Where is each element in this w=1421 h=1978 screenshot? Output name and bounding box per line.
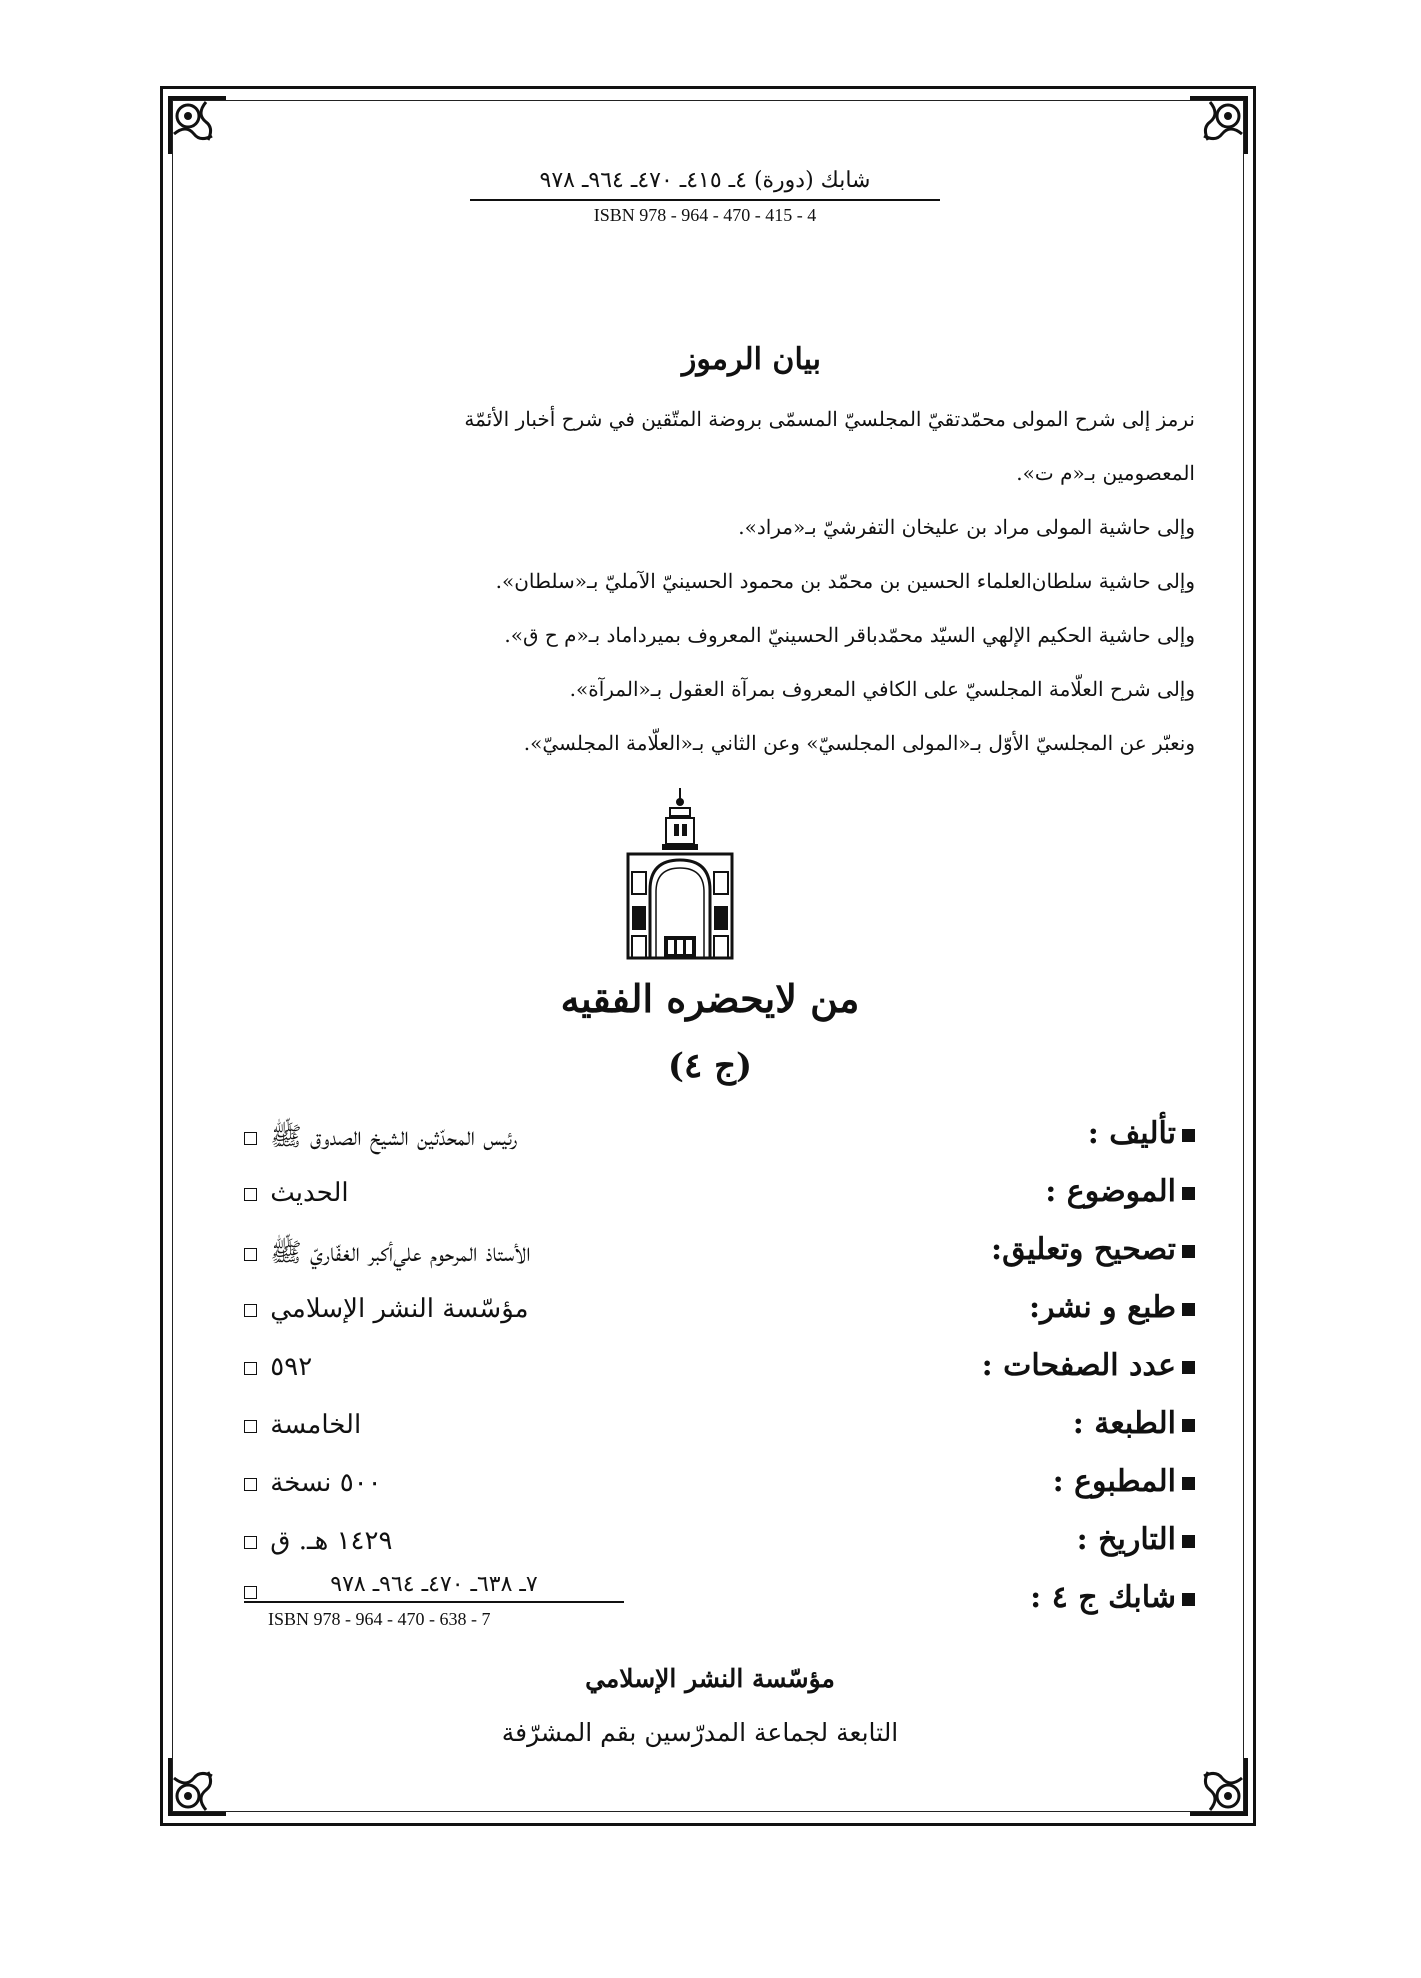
spec-row-publisher (244, 1290, 1195, 1348)
abbreviation-line: المعصومين بـ«م ت». (1016, 461, 1195, 485)
spec-value: الخامسة (270, 1410, 362, 1440)
open-square-icon (244, 1478, 257, 1491)
spec-row-copies (244, 1464, 1195, 1522)
spec-label: طبع و نشر: (1028, 1290, 1176, 1325)
abbreviation-line: وإلى حاشية المولى مراد بن عليخان التفرشيّ بـ«مراد». (738, 515, 1195, 539)
spec-label: عدد الصفحات : (981, 1348, 1176, 1383)
spec-value: رئيس المحدّثين الشيخ الصدوق (309, 1122, 518, 1152)
spec-row-edition (244, 1406, 1195, 1464)
spec-label: تصحيح وتعليق: (991, 1232, 1176, 1267)
publication-specs (244, 1116, 1195, 1638)
open-square-icon (244, 1132, 257, 1145)
bullet-square-icon (1182, 1361, 1195, 1374)
open-square-icon (244, 1536, 257, 1549)
bullet-square-icon (1182, 1303, 1195, 1316)
isbn-top (470, 168, 940, 226)
open-square-icon (244, 1362, 257, 1375)
abbreviation-line: ونعبّر عن المجلسيّ الأوّل بـ«المولى المجلسيّ» وعن الثاني بـ«العلّامة المجلسيّ». (523, 731, 1195, 755)
abbreviation-line: وإلى شرح العلّامة المجلسيّ على الكافي المعروف بمرآة العقول بـ«المرآة». (569, 677, 1195, 701)
spec-label: الموضوع : (1045, 1174, 1176, 1209)
bullet-square-icon (1182, 1245, 1195, 1258)
spec-value: ٥٠٠ نسخة (270, 1468, 382, 1498)
spec-value: الحديث (270, 1178, 349, 1208)
publisher-name: مؤسّسة النشر الإسلامي (585, 1664, 835, 1693)
bullet-square-icon (1182, 1129, 1195, 1142)
bullet-square-icon (1182, 1477, 1195, 1490)
bullet-square-icon (1182, 1419, 1195, 1432)
abbreviations-body (244, 392, 1195, 770)
bullet-square-icon (1182, 1187, 1195, 1200)
book-title: من لايحضره الفقيه (560, 976, 860, 1021)
spec-label: شابك ج ٤ : (1030, 1580, 1176, 1615)
isbn-bottom (244, 1572, 624, 1630)
open-square-icon (244, 1188, 257, 1201)
ornament-bottom-left-icon (166, 1754, 230, 1818)
open-square-icon (244, 1248, 257, 1261)
bullet-square-icon (1182, 1593, 1195, 1606)
spec-value: ٥٩٢ (270, 1352, 313, 1382)
spec-label: تأليف : (1087, 1116, 1176, 1151)
isbn-top-latin: ISBN 978 - 964 - 470 - 415 - 4 (593, 205, 817, 225)
abbreviation-line: نرمز إلى شرح المولى محمّدتقيّ المجلسيّ المسمّى بروضة المتّقين في شرح أخبار الأئمّة (464, 407, 1195, 431)
ornament-top-right-icon (1186, 94, 1250, 158)
spec-value: مؤسّسة النشر الإسلامي (270, 1294, 529, 1324)
spec-row-pages (244, 1348, 1195, 1406)
isbn-bottom-latin: ISBN 978 - 964 - 470 - 638 - 7 (268, 1609, 491, 1629)
open-square-icon (244, 1586, 257, 1599)
spec-value: ١٤٢٩ هـ. ق (270, 1526, 393, 1556)
publisher-affiliation: التابعة لجماعة المدرّسين بقم المشرّفة (501, 1718, 899, 1747)
building-mosque-logo-icon (620, 786, 740, 962)
open-square-icon (244, 1420, 257, 1433)
abbreviation-line: وإلى حاشية الحكيم الإلهي السيّد محمّدباقر الحسينيّ المعروف بميرداماد بـ«م ح ق». (504, 623, 1195, 647)
spec-label: المطبوع : (1052, 1464, 1176, 1499)
ornament-bottom-right-icon (1186, 1754, 1250, 1818)
isbn-top-arabic: شابك (دورة) ٤ـ ٤١٥ـ ٤٧٠ـ ٩٦٤ـ ٩٧٨ (470, 168, 940, 201)
spec-value: الأستاذ المرحوم علي‌أكبر الغفّاريّ (309, 1238, 531, 1268)
spec-label: الطبعة : (1072, 1406, 1176, 1441)
isbn-bottom-arabic: ٧ـ ٦٣٨ـ ٤٧٠ـ ٩٦٤ـ ٩٧٨ (330, 1572, 538, 1597)
abbreviation-line: وإلى حاشية سلطان‌العلماء الحسين بن محمّد بن محمود الحسينيّ الآمليّ بـ«سلطان». (495, 569, 1195, 593)
spec-label: التاريخ : (1076, 1522, 1176, 1557)
abbreviations-heading: بيان الرموز (681, 342, 821, 377)
book-volume: (ج ٤) (667, 1046, 753, 1086)
ornament-top-left-icon (166, 94, 230, 158)
spec-row-author: تأليف : رئيس المحدّثين الشيخ الصدوق ﷺ (244, 1116, 1195, 1174)
bullet-square-icon (1182, 1535, 1195, 1548)
open-square-icon (244, 1304, 257, 1317)
spec-row-subject (244, 1174, 1195, 1232)
spec-row-editor: تصحيح وتعليق: الأستاذ المرحوم علي‌أكبر الغفّاريّ ﷺ (244, 1232, 1195, 1290)
